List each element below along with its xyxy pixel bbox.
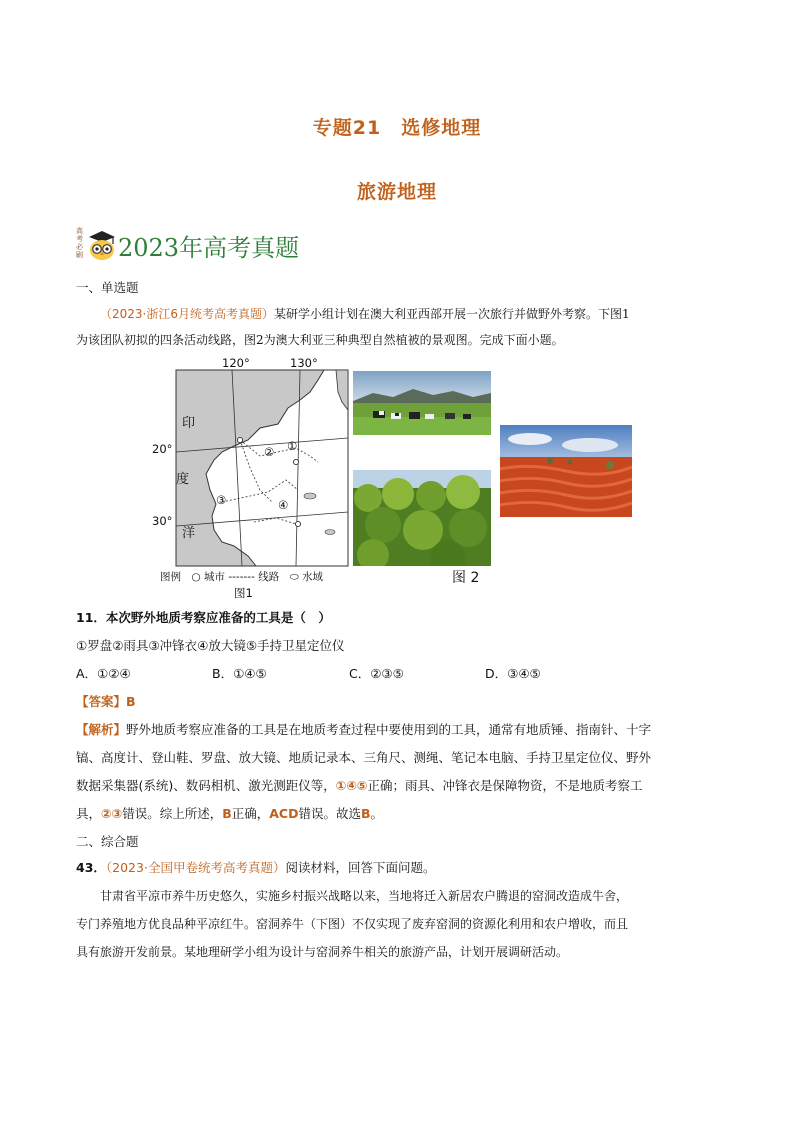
exam-badge [76, 225, 376, 265]
answer-line [76, 688, 136, 716]
question-intro-line1 [100, 300, 740, 328]
intro-text-1: 某研学小组计划在澳大利亚西部开展一次旅行并做野外考察。下图1 [274, 307, 630, 321]
question-11-items: ①罗盘②雨具③冲锋衣④放大镜⑤手持卫星定位仪 [76, 638, 345, 653]
badge-stamp: 高考必刷 [76, 227, 83, 259]
map-lon-120: 120° [222, 356, 250, 370]
map-route-2: ② [264, 445, 275, 459]
map-ocean-char-1: 印 [182, 416, 196, 431]
map-lat-30: 30° [152, 514, 173, 528]
analysis-text-4c: 错误。综上所述， [122, 806, 223, 821]
option-a: A．①②④ [76, 666, 131, 681]
map-caption: 图1 [234, 586, 253, 600]
analysis-b-1: B [222, 806, 232, 821]
material-line-3: 具有旅游开发前景。某地理研学小组为设计与窑洞养牛相关的旅游产品，计划开展调研活动。 [76, 945, 569, 959]
question-intro-line2: 为该团队初拟的四条活动线路，图2为澳大利亚三种典型自然植被的景观图。完成下面小题。 [76, 333, 564, 347]
badge-text: 2023年高考真题 [118, 234, 300, 262]
map-route-1: ① [287, 439, 298, 453]
page-subtitle: 旅游地理 [356, 181, 437, 203]
map-lat-20: 20° [152, 442, 173, 456]
map-ocean-char-3: 洋 [182, 526, 196, 541]
analysis-text-4e: 正确， [231, 806, 270, 821]
photo-forest [353, 470, 491, 566]
page-title: 专题21 选修地理 [312, 117, 482, 139]
map-lon-130: 130° [290, 356, 318, 370]
answer-value: B [126, 694, 136, 709]
figure-1-map [152, 356, 350, 602]
question-11-stem: 11．本次野外地质考察应准备的工具是（ ） [76, 610, 331, 625]
analysis-text-4g: 错误。故选 [298, 806, 361, 821]
question-43-text: 阅读材料，回答下面问题。 [285, 860, 436, 875]
analysis-text-4a: 具， [76, 806, 102, 821]
map-legend: 图例 ○ 城市 ------- 线路 ⬭ 水域 [160, 571, 324, 583]
analysis-line-2: 镐、高度计、登山鞋、罗盘、放大镜、地质记录本、三角尺、测绳、笔记本电脑、手持卫星定位仪、野外 [76, 750, 652, 765]
question-43-stem [76, 854, 435, 882]
photo-grassland-cattle [353, 371, 491, 435]
option-b: B．①④⑤ [212, 666, 267, 681]
map-route-4: ④ [278, 498, 289, 512]
section-heading-comprehensive: 二、综合题 [76, 834, 139, 849]
analysis-line-4 [76, 800, 383, 828]
question-source: （2023·浙江6月统考高考真题） [100, 307, 274, 321]
analysis-correct-items: ①④⑤ [335, 778, 368, 793]
map-route-3: ③ [216, 493, 227, 507]
figure-2-caption: 图 2 [452, 570, 480, 586]
analysis-acd: ACD [269, 806, 299, 821]
analysis-text-4i: 。 [370, 806, 384, 821]
map-ocean-char-2: 度 [176, 472, 190, 487]
analysis-b-2: B [361, 806, 371, 821]
material-line-2: 专门养殖地方优良品种平凉红牛。窑洞养牛（下图）不仅实现了废弃窑洞的资源化利用和农户增收，而且 [76, 917, 629, 931]
analysis-wrong-items: ②③ [101, 806, 123, 821]
photo-red-desert [500, 425, 632, 517]
option-c: C．②③⑤ [349, 666, 404, 681]
analysis-text-3c: 正确；雨具、冲锋衣是保障物资，不是地质考察工 [367, 778, 643, 793]
question-43-number: 43． [76, 860, 106, 875]
analysis-line-3 [76, 772, 643, 800]
analysis-tag: 【解析】 [76, 722, 127, 737]
material-line-1: 甘肃省平凉市养牛历史悠久，实施乡村振兴战略以来，当地将迁入新居农户腾退的窑洞改造成牛舍， [100, 889, 629, 903]
analysis-text-1: 野外地质考察应准备的工具是在地质考查过程中要使用到的工具，通常有地质锤、指南针、十字 [126, 722, 652, 737]
section-heading-single-choice: 一、单选题 [76, 280, 139, 295]
question-43-source: （2023·全国甲卷统考高考真题） [105, 860, 286, 875]
option-d: D．③④⑤ [485, 666, 541, 681]
analysis-line-1 [76, 716, 651, 744]
answer-tag: 【答案】 [76, 694, 127, 709]
owl-mascot-icon [87, 229, 117, 261]
analysis-text-3a: 数据采集器(系统)、数码相机、激光测距仪等， [76, 778, 336, 793]
